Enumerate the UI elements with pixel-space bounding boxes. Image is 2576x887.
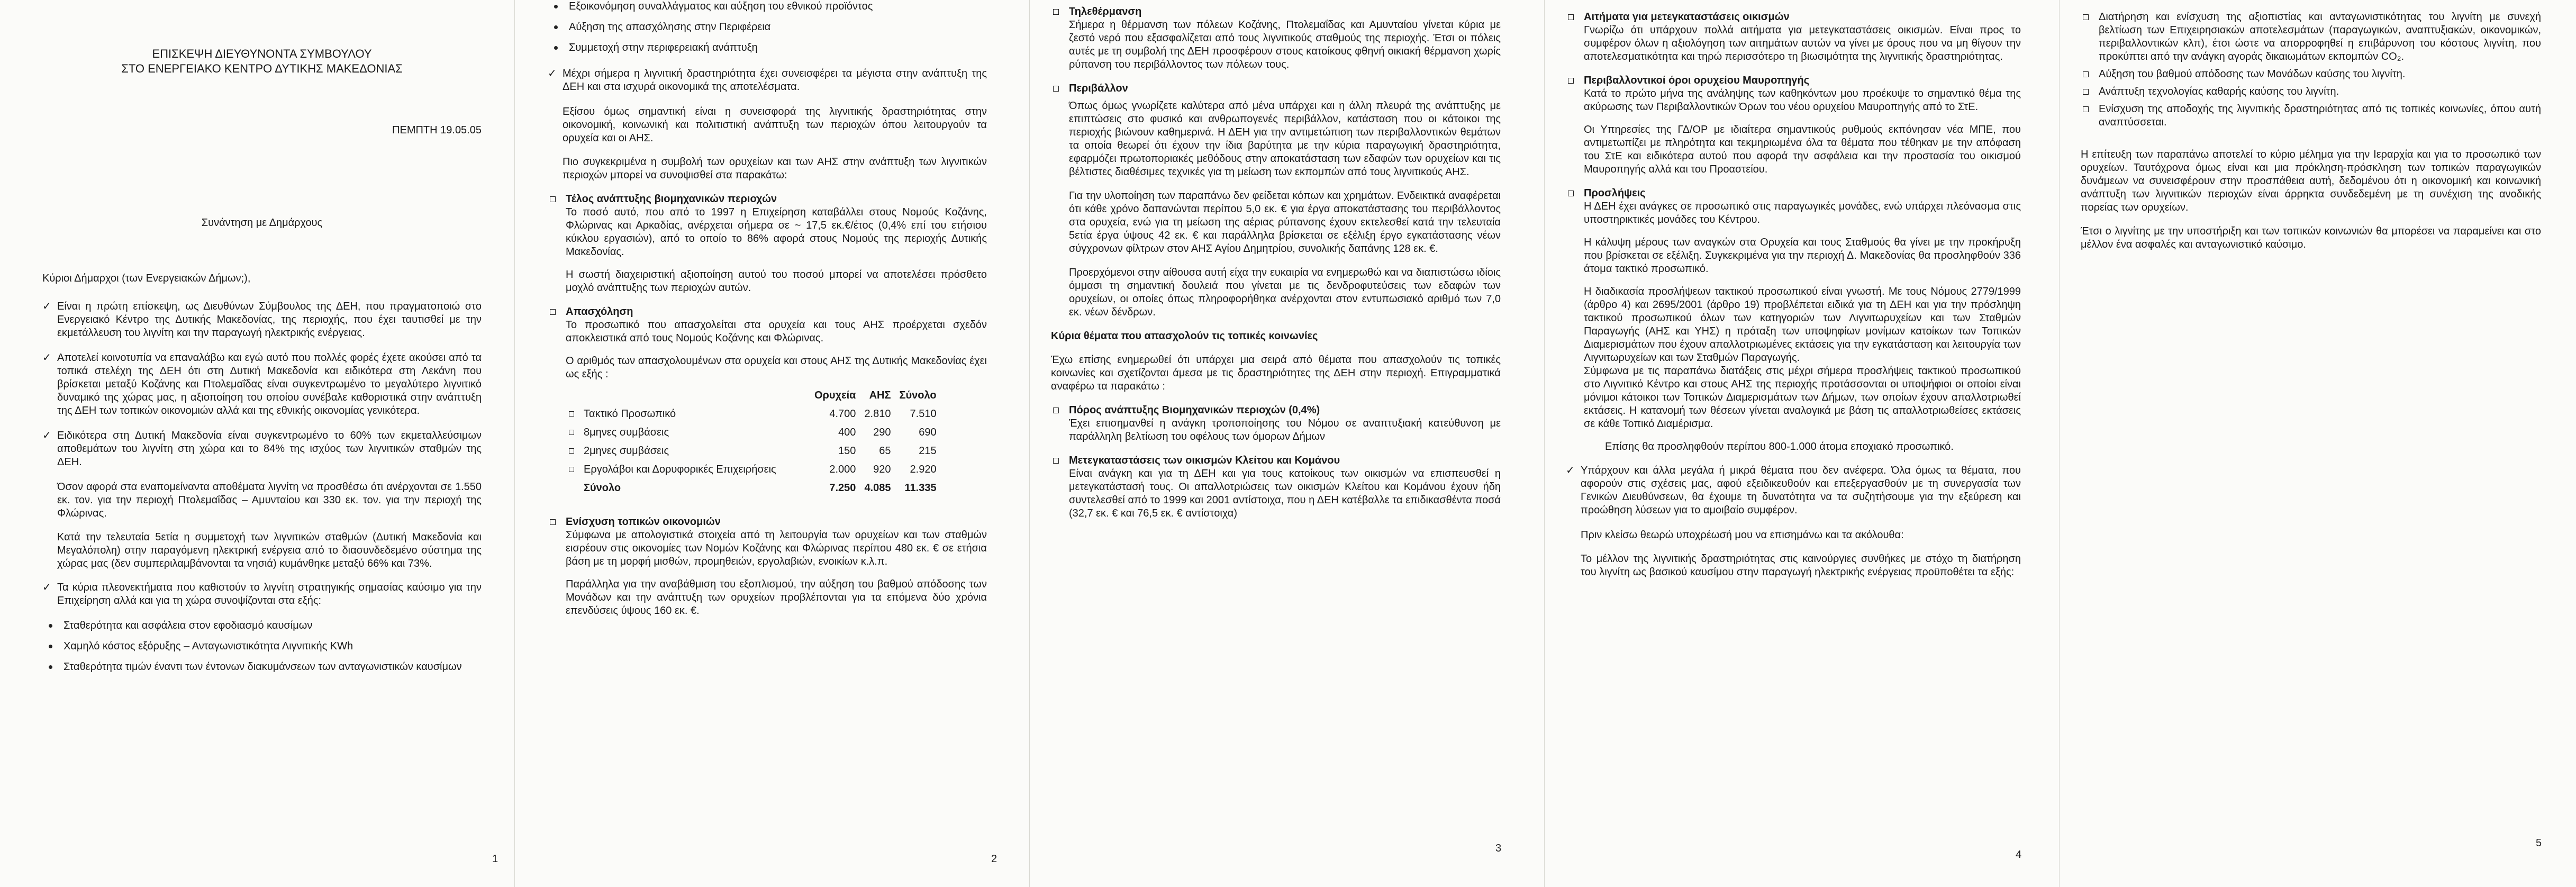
section-item <box>1051 404 1501 444</box>
section-text: Η σωστή διαχειριστική αξιοποίηση αυτού του ποσού μπορεί να αποτελέσει πρόσθετο μοχλό ανάπτυξης των περιοχών αυτών. <box>566 269 987 294</box>
page-4 <box>1545 0 2060 887</box>
row-label: Εργολάβοι και Δορυφορικές Επιχειρήσεις <box>566 460 810 479</box>
table-header-row <box>566 386 941 405</box>
page-3 <box>1030 0 1545 887</box>
section-text: Επίσης θα προσληφθούν περίπου 800-1.000 άτομα εποχιακό προσωπικό. <box>1605 441 1954 452</box>
check-paragraph: ✓ Υπάρχουν και άλλα μεγάλα ή μικρά θέματα που δεν ανέφερα. Όλα όμως τα θέματα, που αφορούν στις σχέσεις μας, αφού εξειδικευθούν και επεξεργασθούν με τη συνεργασία των Γενικών Διευθύνσεων, θα έχουμε τη δυνατότητα να τα συζητήσουμε για την εξεύρεση και προώθηση λύσεων για το αμοιβαίο συμφέρον. <box>1566 464 2021 517</box>
cell: 65 <box>879 445 891 457</box>
section-text: Κατά το πρώτο μήνα της ανάληψης των καθηκόντων μου προέκυψε το σημαντικό θέμα της ακύρωσης των Περιβαλλοντικών Όρων του νέου ορυχείου Μαυροπηγής από το ΣτΕ. <box>1584 88 2021 113</box>
section-item <box>1566 74 2021 176</box>
section-text: Σύμφωνα με τις παραπάνω διατάξεις στις μέχρι σήμερα προσλήψεις τακτικού προσωπικού στο Λιγνιτικό Κέντρο και στους ΑΗΣ της περιοχής προτάσσονται οι υποψήφιοι οι οποίοι είναι μόνιμοι κάτοικοι των Τοπικών Διαμερισμάτων των Δήμων, των οποίων έχουν απαλλοτριωθεί εκτάσεις. Η κατανομή των θέσεων γίνεται αναλογικά με βάση τις απαλλοτριωθείσες εκτάσεις σε κάθε Τοπικό Διαμέρισμα. <box>1584 365 2021 430</box>
paragraph: Πιο συγκεκριμένα η συμβολή των ορυχείων και των ΑΗΣ στην ανάπτυξη των λιγνιτικών περιοχών μπορεί να συνοψισθεί στα παρακάτω: <box>563 156 987 181</box>
check-paragraph: ✓ Μέχρι σήμερα η λιγνιτική δραστηριότητα έχει συνεισφέρει τα μέγιστα στην ανάπτυξη της ΔΕΗ και στα ισχυρά οικονομικά της αποτελέσματα. <box>548 67 987 94</box>
bullet-item: Αύξηση του βαθμού απόδοσης των Μονάδων καύσης του λιγνίτη. <box>2081 68 2541 81</box>
section-text: Οι Υπηρεσίες της ΓΔ/ΟΡ με ιδιαίτερα σημαντικούς ρυθμούς εκπόνησαν νέα ΜΠΕ, που αντιμετωπίζει με πληρότητα και τεκμηριωμένα όλα τα θέματα που τέθηκαν με την απόφαση του ΣτΕ και ειδικότερα αυτού που αφορά την ασφάλεια και την προστασία του οικισμού Μαυροπηγής αλλά και του Προαστείου. <box>1584 124 2021 175</box>
page-number: 1 <box>492 853 498 865</box>
section-text: Έχει επισημανθεί η ανάγκη τροποποίησης του Νόμου σε αναπτυξιακή κατεύθυνση με παράλληλη βελτίωση του οφέλους των όμορων Δήμων <box>1069 418 1501 442</box>
document-date: ΠΕΜΠΤΗ 19.05.05 <box>392 124 482 136</box>
section-text: Όπως όμως γνωρίζετε καλύτερα από μένα υπάρχει και η άλλη πλευρά της ανάπτυξης με επιπτώσεις στο φυσικό και ανθρωπογενές περιβάλλον, κατάσταση που οι κάτοικοι της περιοχής βιώνουν καθημερινά. Η ΔΕΗ για την αντιμετώπιση των περιβαλλοντικών θεμάτων τα οποία θεωρεί ότι έχουν την ίδια βαρύτητα με την κύρια παραγωγική δραστηριότητα, εφαρμόζει πρωτοποριακές μεθόδους στην αποκατάσταση των εδαφών των ορυχείων και τις βέλτιστες διαθέσιμες τεχνικές για τη μείωση των εκπομπών από τους λιγνιτικούς ΑΗΣ. <box>1069 100 1501 178</box>
table-row <box>566 423 941 442</box>
page-1 <box>0 0 515 887</box>
cell: 2.000 <box>829 464 856 475</box>
section-title: Ενίσχυση τοπικών οικονομιών <box>566 516 721 528</box>
cell: 290 <box>873 427 891 438</box>
section-title: Απασχόληση <box>566 306 633 318</box>
section-text: Προερχόμενοι στην αίθουσα αυτή είχα την ευκαιρία να ενημερωθώ και να διαπιστώσω ιδίοις όμμασι τη σημαντική δουλειά που γίνεται με τις δενδροφυτεύσεις των εδαφών των ορυχείων, οι οποίες όπως πληροφορήθηκα ανέρχονται στον εντυπωσιακό αριθμό των 7,0 εκ. νέων δένδρων. <box>1069 267 1501 318</box>
check-paragraph: ✓ Τα κύρια πλεονεκτήματα που καθιστούν το λιγνίτη στρατηγικής σημασίας καύσιμο για την Επιχείρηση αλλά και για τη χώρα συνοψίζονται στα εξής: <box>42 581 482 608</box>
section-title: Αιτήματα για μετεγκαταστάσεις οικισμών <box>1584 11 1790 23</box>
section-text: Η διαδικασία προσλήψεων τακτικού προσωπικού είναι γνωστή. Με τους Νόμους 2779/1999 (άρθρο 4) και 2695/2001 (άρθρο 19) προβλέπεται ειδικά για τη ΔΕΗ και για την πρόσληψη τακτικού προσωπικού όλων των κατηγοριών των Λιγνιτωρυχείων και των Σταθμών Παραγωγής (ΑΗΣ και ΥΗΣ) η πρόταξη των υποψηφίων μονίμων κατοίκων των Τοπικών Διαμερισμάτων που έχουν απαλλοτριωμένες εκτάσεις για την εγκατάσταση και λειτουργία των Λιγνιτωρυχείων και των Σταθμών Παραγωγής. <box>1584 286 2021 364</box>
section-title: Μετεγκαταστάσεις των οικισμών Κλείτου και Κομάνου <box>1069 455 1340 466</box>
row-label: Σύνολο <box>584 482 621 494</box>
section-text: Σήμερα η θέρμανση των πόλεων Κοζάνης, Πτολεμαΐδας και Αμυνταίου γίνεται κύρια με ζεστό νερό που εξασφαλίζεται από τους λιγνιτικούς σταθμούς της περιοχής. Έτσι οι πόλεις αυτές με τη συμβολή της ΔΕΗ προσφέρουν στους κατοίκους φθηνή οικιακή θέρμανση χωρίς ρύπανση του περιβάλλοντος των πόλεων τους. <box>1069 19 1501 70</box>
cell: 920 <box>873 464 891 475</box>
bullet-item: Συμμετοχή στην περιφερειακή ανάπτυξη <box>548 41 987 55</box>
document-title <box>42 47 482 76</box>
section-text: Παράλληλα για την αναβάθμιση του εξοπλισμού, την αύξηση του βαθμού απόδοσης των Μονάδων και την ανάπτυξη των ορυχείων προβλέπονται για τα επόμενα δύο χρόνια επενδύσεις ύψους 160 εκ. €. <box>566 578 987 617</box>
table-row <box>566 460 941 479</box>
section-item <box>1051 5 1501 71</box>
paragraph: Το μέλλον της λιγνιτικής δραστηριότητας στις καινούργιες συνθήκες με στόχο τη διατήρηση του λιγνίτη ως βασικού καυσίμου στην παραγωγή ηλεκτρικής ενέργειας προϋποθέτει τα εξής: <box>1581 553 2021 578</box>
check-paragraph: ✓ Αποτελεί κοινοτυπία να επαναλάβω και εγώ αυτό που πολλές φορές έχετε ακούσει από τα τοπικά στελέχη της ΔΕΗ ότι στη Δυτική Μακεδονία και ειδικότερα στη Λεκάνη που βρίσκεται μεταξύ Κοζάνης και Πτολεμαΐδας είναι συγκεντρωμένο το μεγαλύτερο λιγνιτικό δυναμικό της χώρας μας, η αξιοποίηση του οποίου συνέβαλε καθοριστικά στην ανάπτυξη της ΔΕΗ των τοπικών οικονομιών αλλά και της εθνικής οικονομίας γενικότερα. <box>42 351 482 418</box>
cell: 7.510 <box>910 408 937 420</box>
bullet-item: Αύξηση της απασχόλησης στην Περιφέρεια <box>548 21 987 34</box>
employment-table <box>566 386 941 497</box>
section-title: Τηλεθέρμανση <box>1069 6 1142 17</box>
bullet-item: Εξοικονόμηση συναλλάγματος και αύξηση του εθνικού προϊόντος <box>548 0 987 13</box>
paragraph: Έχω επίσης ενημερωθεί ότι υπάρχει μια σειρά από θέματα που απασχολούν τις τοπικές κοινωνίες και σχετίζονται άμεσα με τις δραστηριότητες της ΔΕΗ στην περιοχή. Επιγραμματικά αναφέρω τα παρακάτω : <box>1051 354 1501 392</box>
table-row <box>566 442 941 460</box>
cell: 4.085 <box>864 482 891 494</box>
section-title: Πόρος ανάπτυξης Βιομηχανικών περιοχών (0,4%) <box>1069 404 1320 416</box>
cell: 150 <box>838 445 856 457</box>
page-2 <box>515 0 1030 887</box>
section-title: Τέλος ανάπτυξης βιομηχανικών περιοχών <box>566 193 777 205</box>
page-5 <box>2060 0 2576 887</box>
cell: 11.335 <box>904 482 937 494</box>
page-number: 2 <box>991 853 997 865</box>
cell: 215 <box>919 445 937 457</box>
page-number: 4 <box>2016 849 2022 861</box>
row-label: Τακτικό Προσωπικό <box>566 405 810 423</box>
section-item <box>548 515 987 618</box>
page-number: 3 <box>1495 843 1502 854</box>
row-label: 8μηνες συμβάσεις <box>566 423 810 442</box>
bullet-item: Ανάπτυξη τεχνολογίας καθαρής καύσης του λιγνίτη. <box>2081 85 2541 98</box>
section-item <box>1051 82 1501 319</box>
table-row <box>566 405 941 423</box>
section-text: Ο αριθμός των απασχολουμένων στα ορυχεία και στους ΑΗΣ της Δυτικής Μακεδονίας έχει ως εξής : <box>566 355 987 380</box>
cell: 400 <box>838 427 856 438</box>
paragraph: Εξίσου όμως σημαντική είναι η συνεισφορά της λιγνιτικής δραστηριότητας στην οικονομική, κοινωνική και πολιτιστική ανάπτυξη των περιοχών όπου λειτουργούν τα ορυχεία και οι ΑΗΣ. <box>563 106 987 144</box>
bullet-item: Διατήρηση και ενίσχυση της αξιοπιστίας και ανταγωνιστικότητας του λιγνίτη με συνεχή βελτίωση των Επιχειρησιακών αποτελεσμάτων (παραγωγικών, αναπτυξιακών, οικονομικών, περιβαλλοντικών κλπ), έτσι ώστε να απορροφηθεί η επιβάρυνση του κόστους λιγνίτη, που προκύπτει από την ανάγκη αγοράς δικαιωμάτων εκπομπών CO₂. <box>2081 11 2541 64</box>
paragraph: Η επίτευξη των παραπάνω αποτελεί το κύριο μέλημα για την Ιεραρχία και για το προσωπικό των ορυχείων. Ταυτόχρονα όμως είναι και μια πρόκληση-πρόσκληση των τοπικών παραγωγικών δυνάμεων να συνεισφέρουν στην προσπάθεια αυτή, δεδομένου ότι η οικονομική και κοινωνική ανάπτυξη των λιγνιτικών περιοχών είναι άρρηκτα συνδεδεμένη με τη συνέχιση της ανοδικής πορείας των ορυχείων. <box>2081 149 2541 213</box>
section-item <box>1566 11 2021 64</box>
section-text: Η κάλυψη μέρους των αναγκών στα Ορυχεία και τους Σταθμούς θα γίνει με την προκήρυξη που βρίσκεται σε εξέλιξη. Συγκεκριμένα για την περιοχή Δ. Μακεδονίας θα προσληφθούν 336 άτομα τακτικό προσωπικό. <box>1584 237 2021 275</box>
column-header: Σύνολο <box>899 390 937 401</box>
paragraph: Κατά την τελευταία 5ετία η συμμετοχή των λιγνιτικών σταθμών (Δυτική Μακεδονία και Μεγαλόπολη) στην παραγόμενη ηλεκτρική ενέργεια από το διασυνδεδεμένο σύστημα της χώρας μας (δεν συμπεριλαμβάνονται τα νησιά) κυμάνθηκε μεταξύ 66% και 73%. <box>57 531 482 569</box>
bullet-item: Σταθερότητα τιμών έναντι των έντονων διακυμάνσεων των ανταγωνιστικών καυσίμων <box>42 660 482 674</box>
cell: 7.250 <box>829 482 856 494</box>
section-text: Το ποσό αυτό, που από το 1997 η Επιχείρηση καταβάλλει στους Νομούς Κοζάνης, Φλώρινας και Αρκαδίας, ανέρχεται σήμερα σε ~ 17,5 εκ.€/έτος (0,4% επί του ετήσιου κύκλου εργασιών), από το οποίο το 86% αφορά στους Νομούς της περιοχής Δυτικής Μακεδονίας. <box>566 206 987 258</box>
title-line-1: ΕΠΙΣΚΕΨΗ ΔΙΕΥΘΥΝΟΝΤΑ ΣΥΜΒΟΥΛΟΥ <box>152 47 372 60</box>
section-text: Σύμφωνα με απολογιστικά στοιχεία από τη λειτουργία των ορυχείων και των σταθμών εισρέουν στις οικονομίες των Νομών Κοζάνης και Φλώρινας περίπου 480 εκ. € σε ετήσια βάση με τη μορφή μισθών, προμηθειών, εργολαβιών, ενοικίων κ.λ.π. <box>566 529 987 567</box>
section-item <box>1051 454 1501 520</box>
column-header: Ορυχεία <box>814 390 856 401</box>
paragraph: Όσον αφορά στα εναπομείναντα αποθέματα λιγνίτη να προσθέσω ότι ανέρχονται σε 1.550 εκ. τον. για την περιοχή Πτολεμαΐδας – Αμυνταίου και 330 εκ. τον. για την περιοχή της Φλώρινας. <box>57 481 482 519</box>
page-number: 5 <box>2536 837 2542 849</box>
bullet-item: Ενίσχυση της αποδοχής της λιγνιτικής δραστηριότητας από τις τοπικές κοινωνίες, όπου αυτή αναπτύσσεται. <box>2081 103 2541 129</box>
cell: 4.700 <box>829 408 856 420</box>
section-text: Το προσωπικό που απασχολείται στα ορυχεία και τους ΑΗΣ προέρχεται σχεδόν αποκλειστικά από τους Νομούς Κοζάνης και Φλώρινας. <box>566 319 987 344</box>
section-item <box>548 193 987 295</box>
section-item <box>1566 187 2021 454</box>
check-paragraph: ✓ Ειδικότερα στη Δυτική Μακεδονία είναι συγκεντρωμένο το 60% των εκμεταλλεύσιμων αποθεμάτων του λιγνίτη στη χώρα και το 84% της ισχύος των λιγνιτικών σταθμών της ΔΕΗ. <box>42 429 482 469</box>
section-title: Περιβαλλοντικοί όροι ορυχείου Μαυροπηγής <box>1584 75 1810 86</box>
section-text: Η ΔΕΗ έχει ανάγκες σε προσωπικό στις παραγωγικές μονάδες, ενώ υπάρχει πλεόνασμα στις υποστηρικτικές μονάδες του Κέντρου. <box>1584 201 2021 225</box>
cell: 2.810 <box>864 408 891 420</box>
section-title: Περιβάλλον <box>1069 83 1128 94</box>
meeting-heading: Συνάντηση με Δημάρχους <box>201 217 323 229</box>
cell: 690 <box>919 427 937 438</box>
cell: 2.920 <box>910 464 937 475</box>
bullet-item: Σταθερότητα και ασφάλεια στον εφοδιασμό καυσίμων <box>42 619 482 632</box>
title-line-2: ΣΤΟ ΕΝΕΡΓΕΙΑΚΟ ΚΕΝΤΡΟ ΔΥΤΙΚΗΣ ΜΑΚΕΔΟΝΙΑΣ <box>121 62 403 75</box>
section-item <box>548 305 987 497</box>
greeting: Κύριοι Δήμαρχοι (των Ενεργειακών Δήμων;), <box>42 273 251 284</box>
section-heading: Κύρια θέματα που απασχολούν τις τοπικές κοινωνίες <box>1051 330 1318 342</box>
check-paragraph: ✓ Είναι η πρώτη επίσκεψη, ως Διευθύνων Σύμβουλος της ΔΕΗ, που πραγματοποιώ στο Ενεργειακό Κέντρο της Δυτικής Μακεδονίας, της περιοχής, που έχει ταυτισθεί με την εκμετάλλευση του λιγνίτη και την παραγωγή ηλεκτρικής ενέργειας. <box>42 300 482 340</box>
paragraph: Πριν κλείσω θεωρώ υποχρέωσή μου να επισημάνω και τα ακόλουθα: <box>1581 529 1904 541</box>
bullet-item: Χαμηλό κόστος εξόρυξης – Ανταγωνιστικότητα Λιγνιτικής KWh <box>42 640 482 653</box>
section-text: Γνωρίζω ότι υπάρχουν πολλά αιτήματα για μετεγκαταστάσεις οικισμών. Είναι προς το συμφέρον όλων η αξιολόγηση των αιτημάτων αυτών να γίνει με όρους που να μη θίγουν την αποτελεσματικότητα και τηρώ περισσότερο τη βιωσιμότητα της λιγνιτικής δραστηριότητας. <box>1584 24 2021 62</box>
section-text: Για την υλοποίηση των παραπάνω δεν φείδεται κόπων και χρημάτων. Ενδεικτικά αναφέρεται ότι κάθε χρόνο δαπανώνται περίπου 5,0 εκ. € για έργα αποκατάστασης του περιβάλλοντος στα ορυχεία, ενώ για τη μείωση της αέριας ρύπανσης έχουν εκτελεσθεί κατά την τελευταία 5ετία έργα ύψους 42 εκ. € και παράλληλα βρίσκεται σε εξέλιξη έργο εγκατάστασης νέων σύγχρονων φίλτρων στον ΑΗΣ Αγίου Δημητρίου, συνολικής δαπάνης 128 εκ. €. <box>1069 190 1501 255</box>
section-title: Προσλήψεις <box>1584 187 1646 199</box>
row-label: 2μηνες συμβάσεις <box>566 442 810 460</box>
table-total-row <box>566 479 941 497</box>
paragraph: Έτσι ο λιγνίτης με την υποστήριξη και των τοπικών κοινωνιών θα μπορέσει να παραμείνει και στο μέλλον ένα ασφαλές και ανταγωνιστικό καύσιμο. <box>2081 225 2541 250</box>
column-header: ΑΗΣ <box>869 390 891 401</box>
section-text: Είναι ανάγκη και για τη ΔΕΗ και για τους κατοίκους των οικισμών να επισπευσθεί η μετεγκατάστασή τους. Οι απαλλοτριώσεις των οικισμών Κλείτου και Κομάνου έχουν ήδη συντελεσθεί από το 1999 και 2001 αντίστοιχα, που η ΔΕΗ κατέβαλλε τα επιδικασθέντα ποσά (32,7 εκ. € και 76,5 εκ. € αντίστοιχα) <box>1069 468 1501 519</box>
